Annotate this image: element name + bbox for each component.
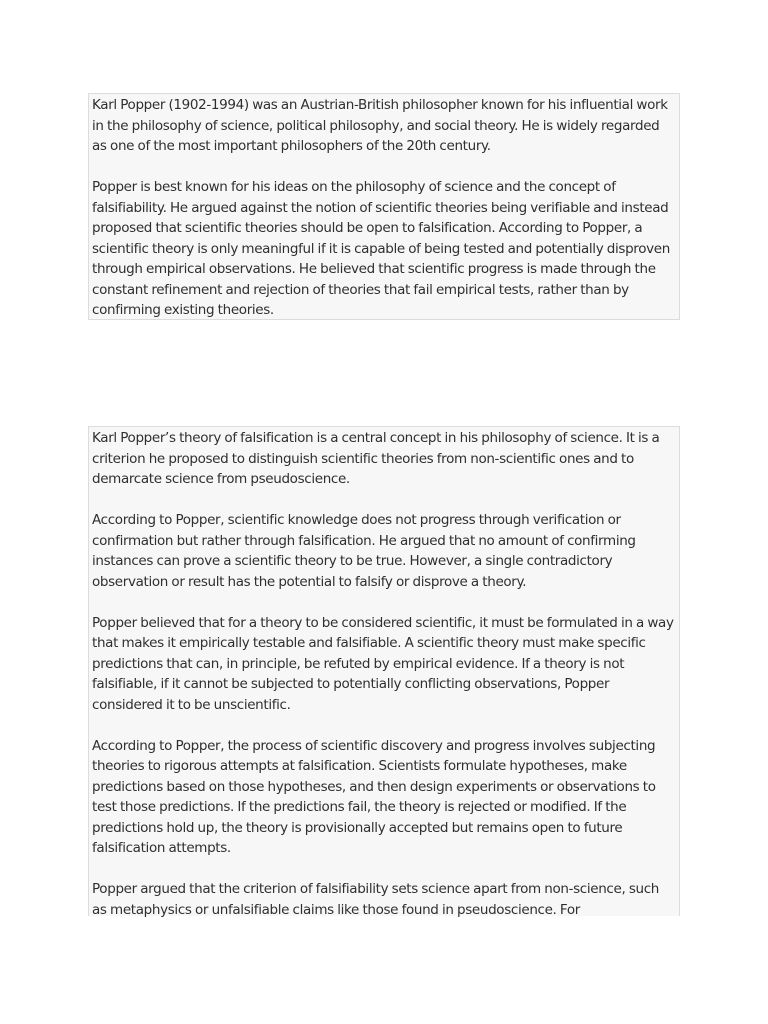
paragraph: According to Popper, the process of scientific discovery and progress involves subjecting theories to rigorous attempts at falsification. Scientists formulate hypotheses, make predictions based on those hypotheses, and then design experiments or observations to test those predictions. If the predictions fail, the theory is rejected or modified. If the predictions hold up, the theory is provisionally accepted but remains open to future falsification attempts. [92, 737, 656, 856]
paragraph: Popper argued that the criterion of falsifiability sets science apart from non-science, such as metaphysics or unfalsifiable claims like those found in pseudoscience. For [92, 881, 659, 918]
paragraph: Popper is best known for his ideas on the philosophy of science and the concept of falsifiability. He argued against the notion of scientific theories being verifiable and instead proposed that scientific theories should be open to falsification. According to Popper, a scientific theory is only meaningful if it is capable of being tested and potentially disproven through empirical observations. He believed that scientific progress is made through the constant refinement and rejection of theories that fail empirical tests, rather than by confirming existing theories. [92, 179, 670, 318]
paragraph: According to Popper, scientific knowledge does not progress through verification or confirmation but rather through falsification. He argued that no amount of confirming instances can prove a scientific theory to be true. However, a single contradictory observation or result has the potential to falsify or disprove a theory. [92, 512, 636, 590]
paragraph: Karl Popper’s theory of falsification is a central concept in his philosophy of science. It is a criterion he proposed to distinguish scientific theories from non-scientific ones and to demarcate science from pseudoscience. [92, 430, 660, 487]
paragraph: Popper believed that for a theory to be considered scientific, it must be formulated in a way that makes it empirically testable and falsifiable. A scientific theory must make specific predictions that can, in principle, be refuted by empirical evidence. If a theory is not falsifiable, if it cannot be subjected to potentially conflicting observations, Popper considered it to be unscientific. [92, 614, 674, 713]
falsification-text-block [88, 426, 680, 916]
popper-intro-text-block [88, 93, 680, 320]
paragraph: Karl Popper (1902-1994) was an Austrian-British philosopher known for his influential work in the philosophy of science, political philosophy, and social theory. He is widely regarded as one of the most important philosophers of the 20th century. [92, 97, 668, 154]
